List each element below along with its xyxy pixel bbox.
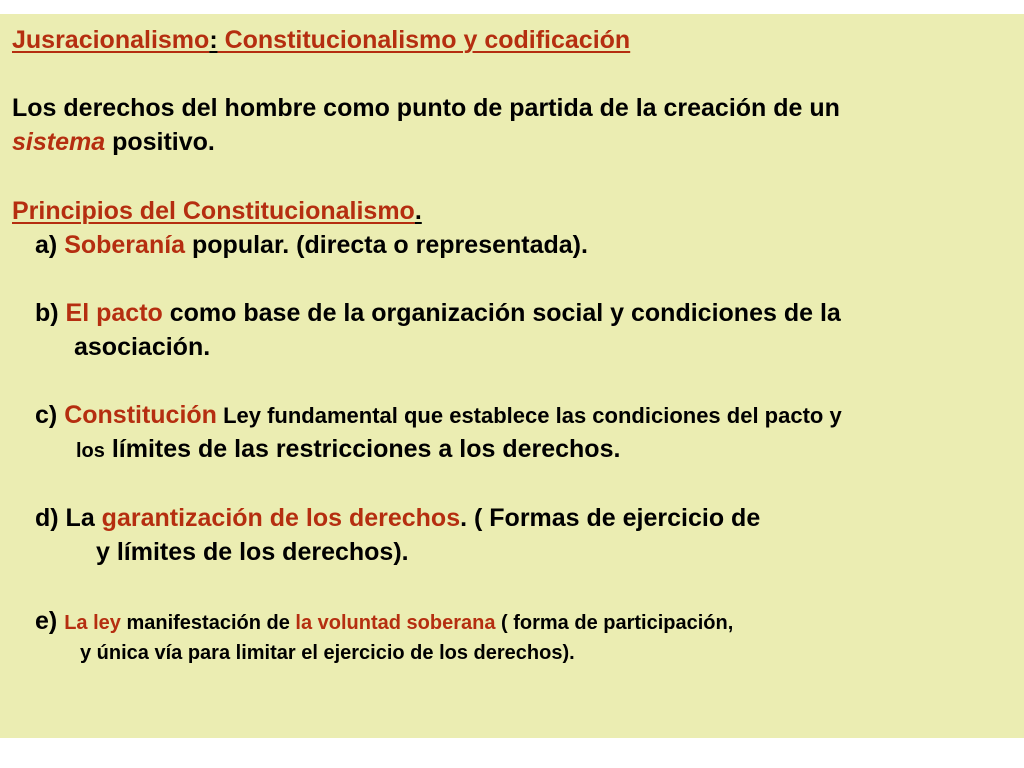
- item-a: [35, 228, 588, 262]
- item-a-rest: popular. (directa o representada).: [185, 231, 588, 259]
- item-d-marker: d) La: [35, 504, 102, 532]
- item-c-line-2: [76, 432, 620, 468]
- item-d: [35, 501, 760, 535]
- item-d-highlight: garantización de los derechos: [101, 504, 461, 532]
- item-b-line-2: asociación.: [74, 333, 211, 361]
- title-part-1: Jusracionalismo: [12, 26, 210, 54]
- intro-italic-word: sistema: [12, 128, 106, 156]
- item-d-line-2: y límites de los derechos).: [96, 538, 409, 566]
- intro-line-1: Los derechos del hombre como punto de partida de la creación de un: [12, 94, 840, 122]
- item-a-highlight: Soberanía: [64, 231, 186, 259]
- item-e-line-2: y única vía para limitar el ejercicio de los derechos).: [80, 642, 575, 664]
- item-e-marker: e): [35, 607, 65, 635]
- item-c-line-2-rest: límites de las restricciones a los derechos.: [104, 435, 621, 463]
- item-d-rest: . ( Formas de ejercicio de: [460, 504, 761, 532]
- principles-heading: [12, 194, 422, 228]
- principles-heading-text: Principios del Constitucionalismo: [12, 197, 415, 225]
- slide: [0, 14, 1024, 738]
- intro-line-2: [12, 125, 215, 159]
- item-c-rest: Ley fundamental que establece las condiciones del pacto y: [216, 403, 842, 428]
- item-b-rest: como base de la organización social y condiciones de la: [162, 299, 841, 327]
- slide-title: [12, 23, 630, 57]
- item-c-marker: c): [35, 401, 65, 429]
- item-c: [35, 398, 842, 433]
- item-e-highlight-1: La ley: [64, 612, 121, 634]
- title-colon: :: [209, 26, 218, 54]
- item-e-rest: ( forma de participación,: [495, 612, 734, 634]
- item-b: [35, 296, 841, 330]
- intro-line-2-rest: positivo.: [105, 128, 215, 156]
- item-a-marker: a): [35, 231, 65, 259]
- item-b-marker: b): [35, 299, 66, 327]
- item-e-mid: manifestación de: [120, 612, 296, 634]
- item-e: [35, 604, 733, 640]
- principles-heading-period: .: [414, 197, 422, 225]
- item-e-highlight-2: la voluntad soberana: [295, 612, 496, 634]
- item-c-highlight: Constitución: [64, 401, 217, 429]
- title-part-2: Constitucionalismo y codificación: [217, 26, 631, 54]
- item-c-line-2-small: los: [76, 440, 105, 462]
- item-b-highlight: El pacto: [65, 299, 163, 327]
